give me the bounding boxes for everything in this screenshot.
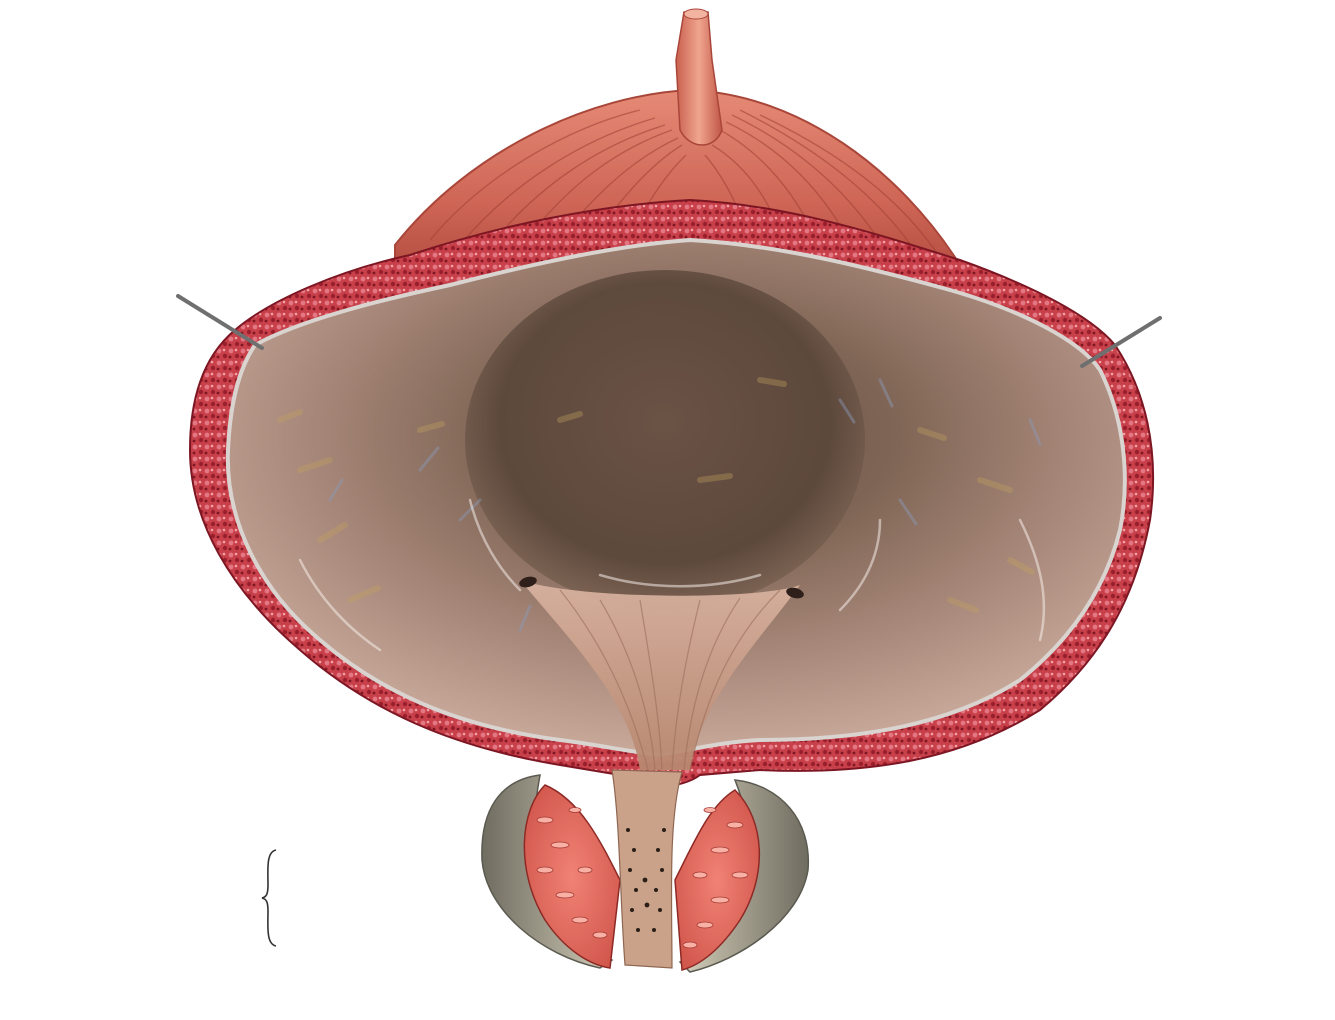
urachus-tip — [684, 9, 708, 19]
bladder-fundus — [465, 270, 865, 610]
